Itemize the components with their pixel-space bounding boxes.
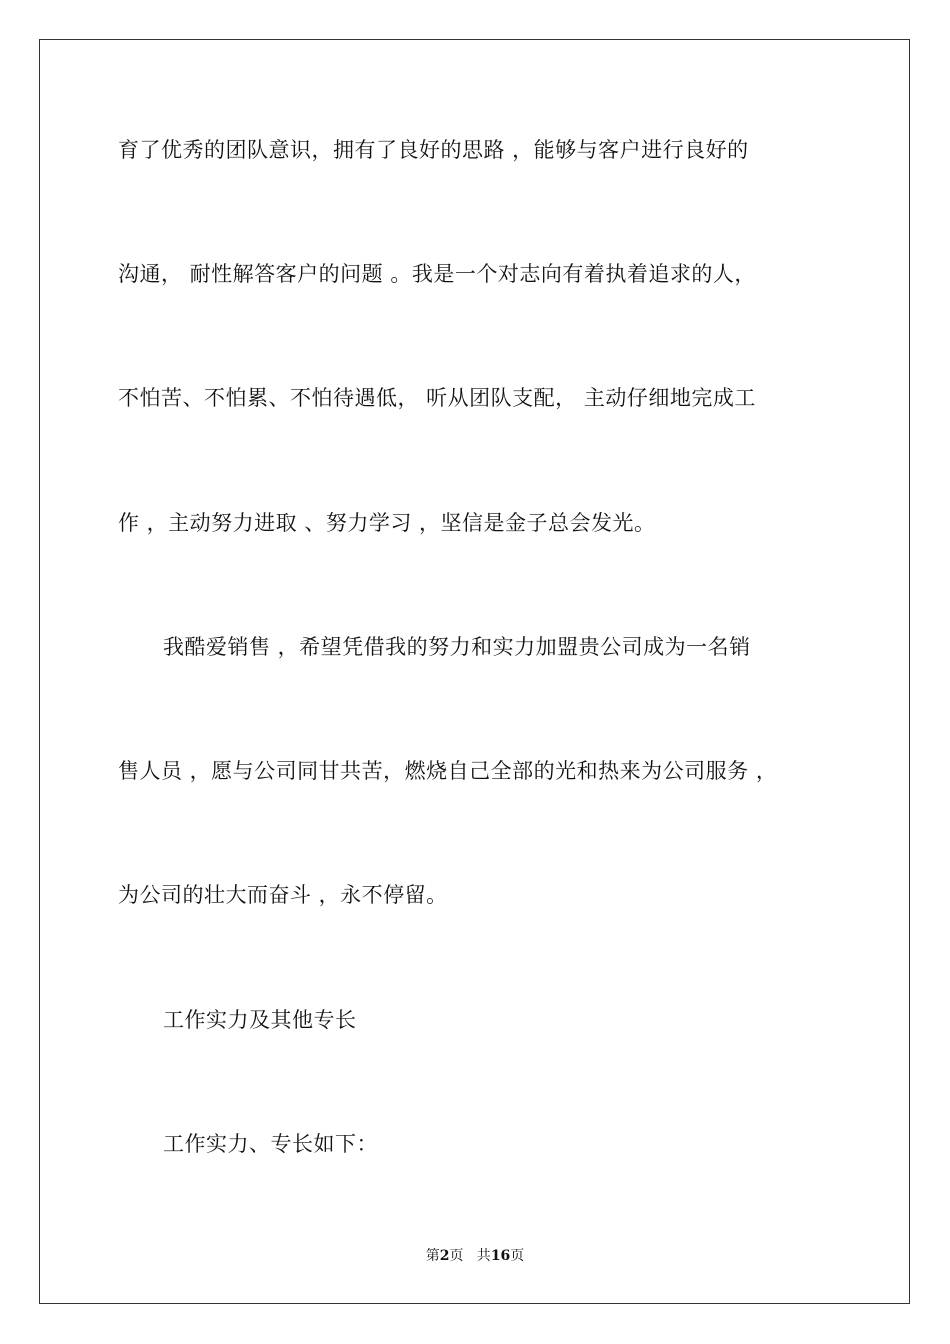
body-text-line: 为公司的壮大而奋斗 ，永不停留。 — [118, 883, 448, 907]
total-pages: 16 — [490, 1248, 511, 1264]
paragraph-first-line: 工作实力、专长如下： — [163, 1132, 378, 1156]
body-text-line: 作 ，主动努力进取 、努力学习 ，坚信是金子总会发光。 — [118, 511, 656, 535]
section-heading: 工作实力及其他专长 — [163, 1008, 357, 1032]
body-text-line: 育了优秀的团队意识，拥有了良好的思路 ，能够与客户进行良好的 — [118, 138, 749, 162]
body-text-line: 售人员 ，愿与公司同甘共苦，燃烧自己全部的光和热来为公司服务 ， — [118, 759, 778, 783]
page-footer — [0, 1247, 950, 1265]
body-text-line: 不怕苦、不怕累、不怕待遇低， 听从团队支配， 主动仔细地完成工 — [118, 386, 756, 410]
page-prefix: 第 — [425, 1248, 440, 1264]
page-border — [39, 39, 910, 1304]
paragraph-first-line: 我酷爱销售 ，希望凭借我的努力和实力加盟贵公司成为一名销 — [163, 635, 751, 659]
total-suffix: 页 — [510, 1248, 525, 1264]
page-number: 2 — [439, 1248, 450, 1264]
body-text-line: 沟通， 耐性解答客户的问题 。我是一个对志向有着执着追求的人， — [118, 262, 756, 286]
page-suffix: 页 共 — [449, 1248, 491, 1264]
